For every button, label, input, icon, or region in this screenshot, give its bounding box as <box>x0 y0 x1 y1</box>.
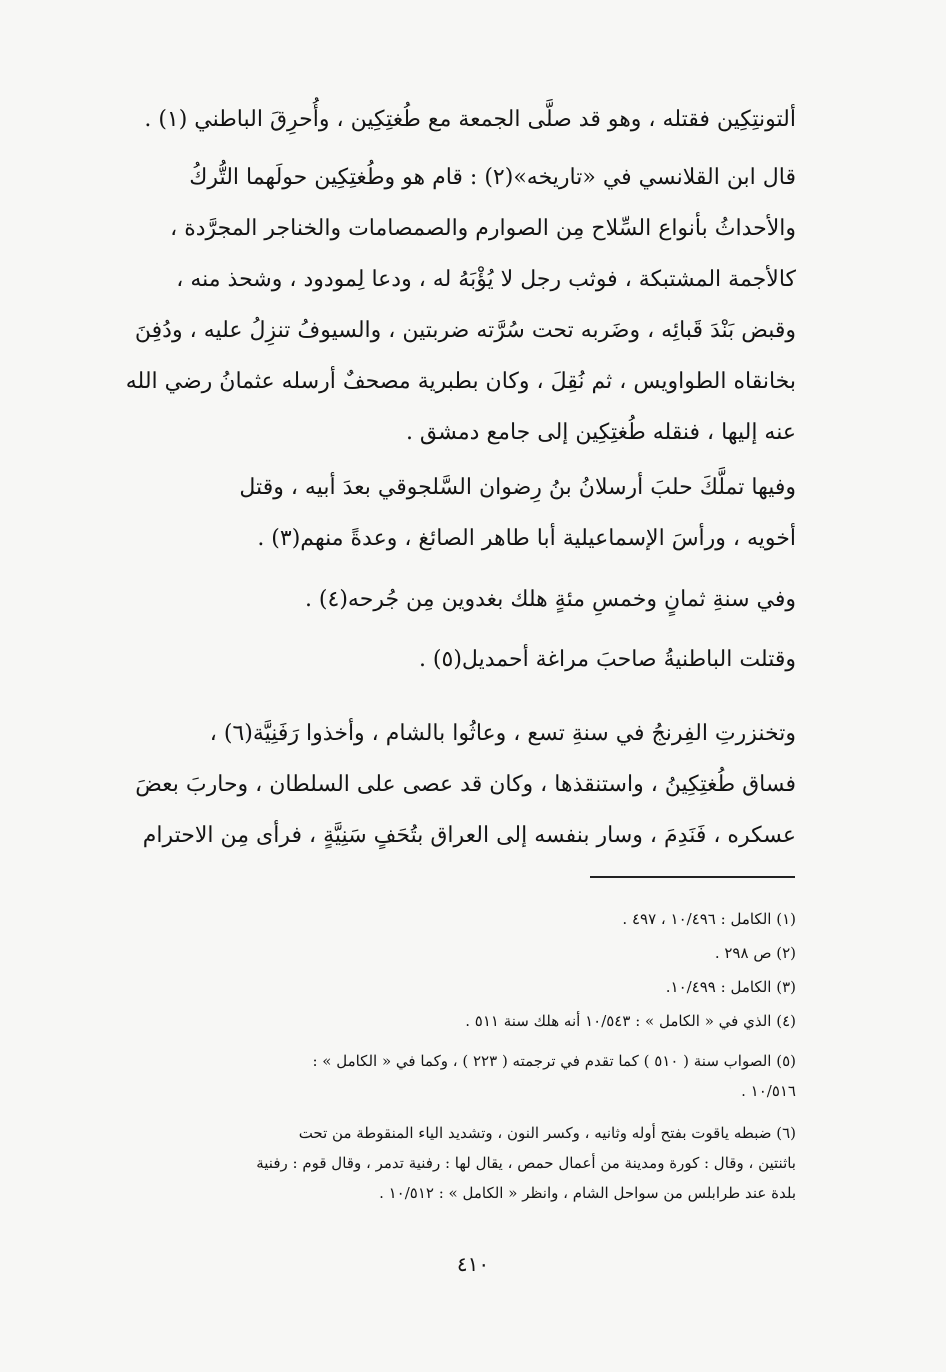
footnote-line: باثنتين ، وقال : كورة ومدينة من أعمال حمص ، يقال لها : رفنية تدمر ، وقال قوم : رفنية <box>256 1154 796 1172</box>
text-line: وفي سنةِ ثمانٍ وخمسِ مئةٍ هلك بغدوين مِن جُرحه(٤) . <box>304 587 796 612</box>
footnote-line: ١٠/٥١٦ . <box>741 1082 796 1100</box>
footnote-2 <box>136 938 796 968</box>
footnote-line: بلدة عند طرابلس من سواحل الشام ، وانظر « الكامل » : ١٠/٥١٢ . <box>379 1184 796 1202</box>
footnote-1 <box>136 904 796 934</box>
text-line: كالأجمة المشتبكة ، فوثب رجل لا يُؤْبَهُ له ، ودعا لِمودود ، وشحذ منه ، <box>176 267 796 292</box>
footnote-6 <box>136 1118 796 1208</box>
footnote-line: (٤) الذي في « الكامل » : ١٠/٥٤٣ أنه هلك سنة ٥١١ . <box>465 1012 796 1030</box>
paragraph-2 <box>125 152 796 458</box>
paragraph-5 <box>136 634 796 685</box>
text-line: عسكره ، فَنَدِمَ ، وسار بنفسه إلى العراق بتُحَفٍ سَنِيَّةٍ ، فرأى مِن الاحترام <box>142 823 796 848</box>
text-line: بخانقاه الطواويس ، ثم نُقِلَ ، وكان بطبرية مصحفٌ أرسله عثمانُ رضي الله <box>125 369 796 394</box>
text-line: وفيها تملَّكَ حلبَ أرسلانُ بنُ رِضوان السَّلجوقي بعدَ أبيه ، وقتل <box>239 475 796 500</box>
text-line: وتخنزرتِ الفِرنجُ في سنةِ تسع ، وعاثُوا بالشام ، وأخذوا رَفَنِيَّة(٦) ، <box>209 721 796 746</box>
text-line: أخويه ، ورأسَ الإسماعيلية أبا طاهر الصائغ ، وعدةً منهم(٣) . <box>257 526 796 551</box>
text-line: ألتونتِكِين فقتله ، وهو قد صلَّى الجمعة مع طُغتِكِين ، وأُحرِقَ الباطني (١) . <box>144 107 796 132</box>
page-number: ٤١٠ <box>456 1252 490 1276</box>
text-line: قال ابن القلانسي في «تاريخه»(٢) : قام هو وطُغتِكِين حولَهما التُّركُ <box>189 165 796 190</box>
paragraph-1 <box>136 94 796 145</box>
footnote-line: (١) الكامل : ١٠/٤٩٦ ، ٤٩٧ . <box>622 910 796 928</box>
footnote-divider <box>590 876 795 878</box>
paragraph-3 <box>136 462 796 564</box>
footnote-line: (٣) الكامل : ١٠/٤٩٩. <box>665 978 796 996</box>
text-line: وقتلت الباطنيةُ صاحبَ مراغة أحمديل(٥) . <box>418 647 796 672</box>
footnote-3 <box>136 972 796 1002</box>
text-line: فساق طُغتِكِينُ ، واستنقذها ، وكان قد عصى على السلطان ، وحاربَ بعضَ <box>135 772 796 797</box>
footnote-line: (٥) الصواب سنة ( ٥١٠ ) كما تقدم في ترجمته ( ٢٢٣ ) ، وكما في « الكامل » : <box>312 1052 796 1070</box>
paragraph-4 <box>136 574 796 625</box>
text-line: والأحداثُ بأنواع السِّلاح مِن الصوارم والصمصامات والخناجر المجرَّدة ، <box>170 216 796 241</box>
footnote-line: (٦) ضبطه ياقوت بفتح أوله وثانيه ، وكسر النون ، وتشديد الياء المنقوطة من تحت <box>298 1124 796 1142</box>
text-line: وقبض بَنْدَ قَبائِه ، وضَربه تحت سُرَّته ضربتين ، والسيوفُ تنزِلُ عليه ، ودُفِنَ <box>134 318 796 343</box>
text-line: عنه إليها ، فنقله طُغتِكِين إلى جامع دمشق . <box>405 420 796 445</box>
footnote-4 <box>136 1006 796 1036</box>
footnote-line: (٢) ص ٢٩٨ . <box>714 944 796 962</box>
footnote-5 <box>136 1046 796 1106</box>
paragraph-6 <box>136 708 796 861</box>
